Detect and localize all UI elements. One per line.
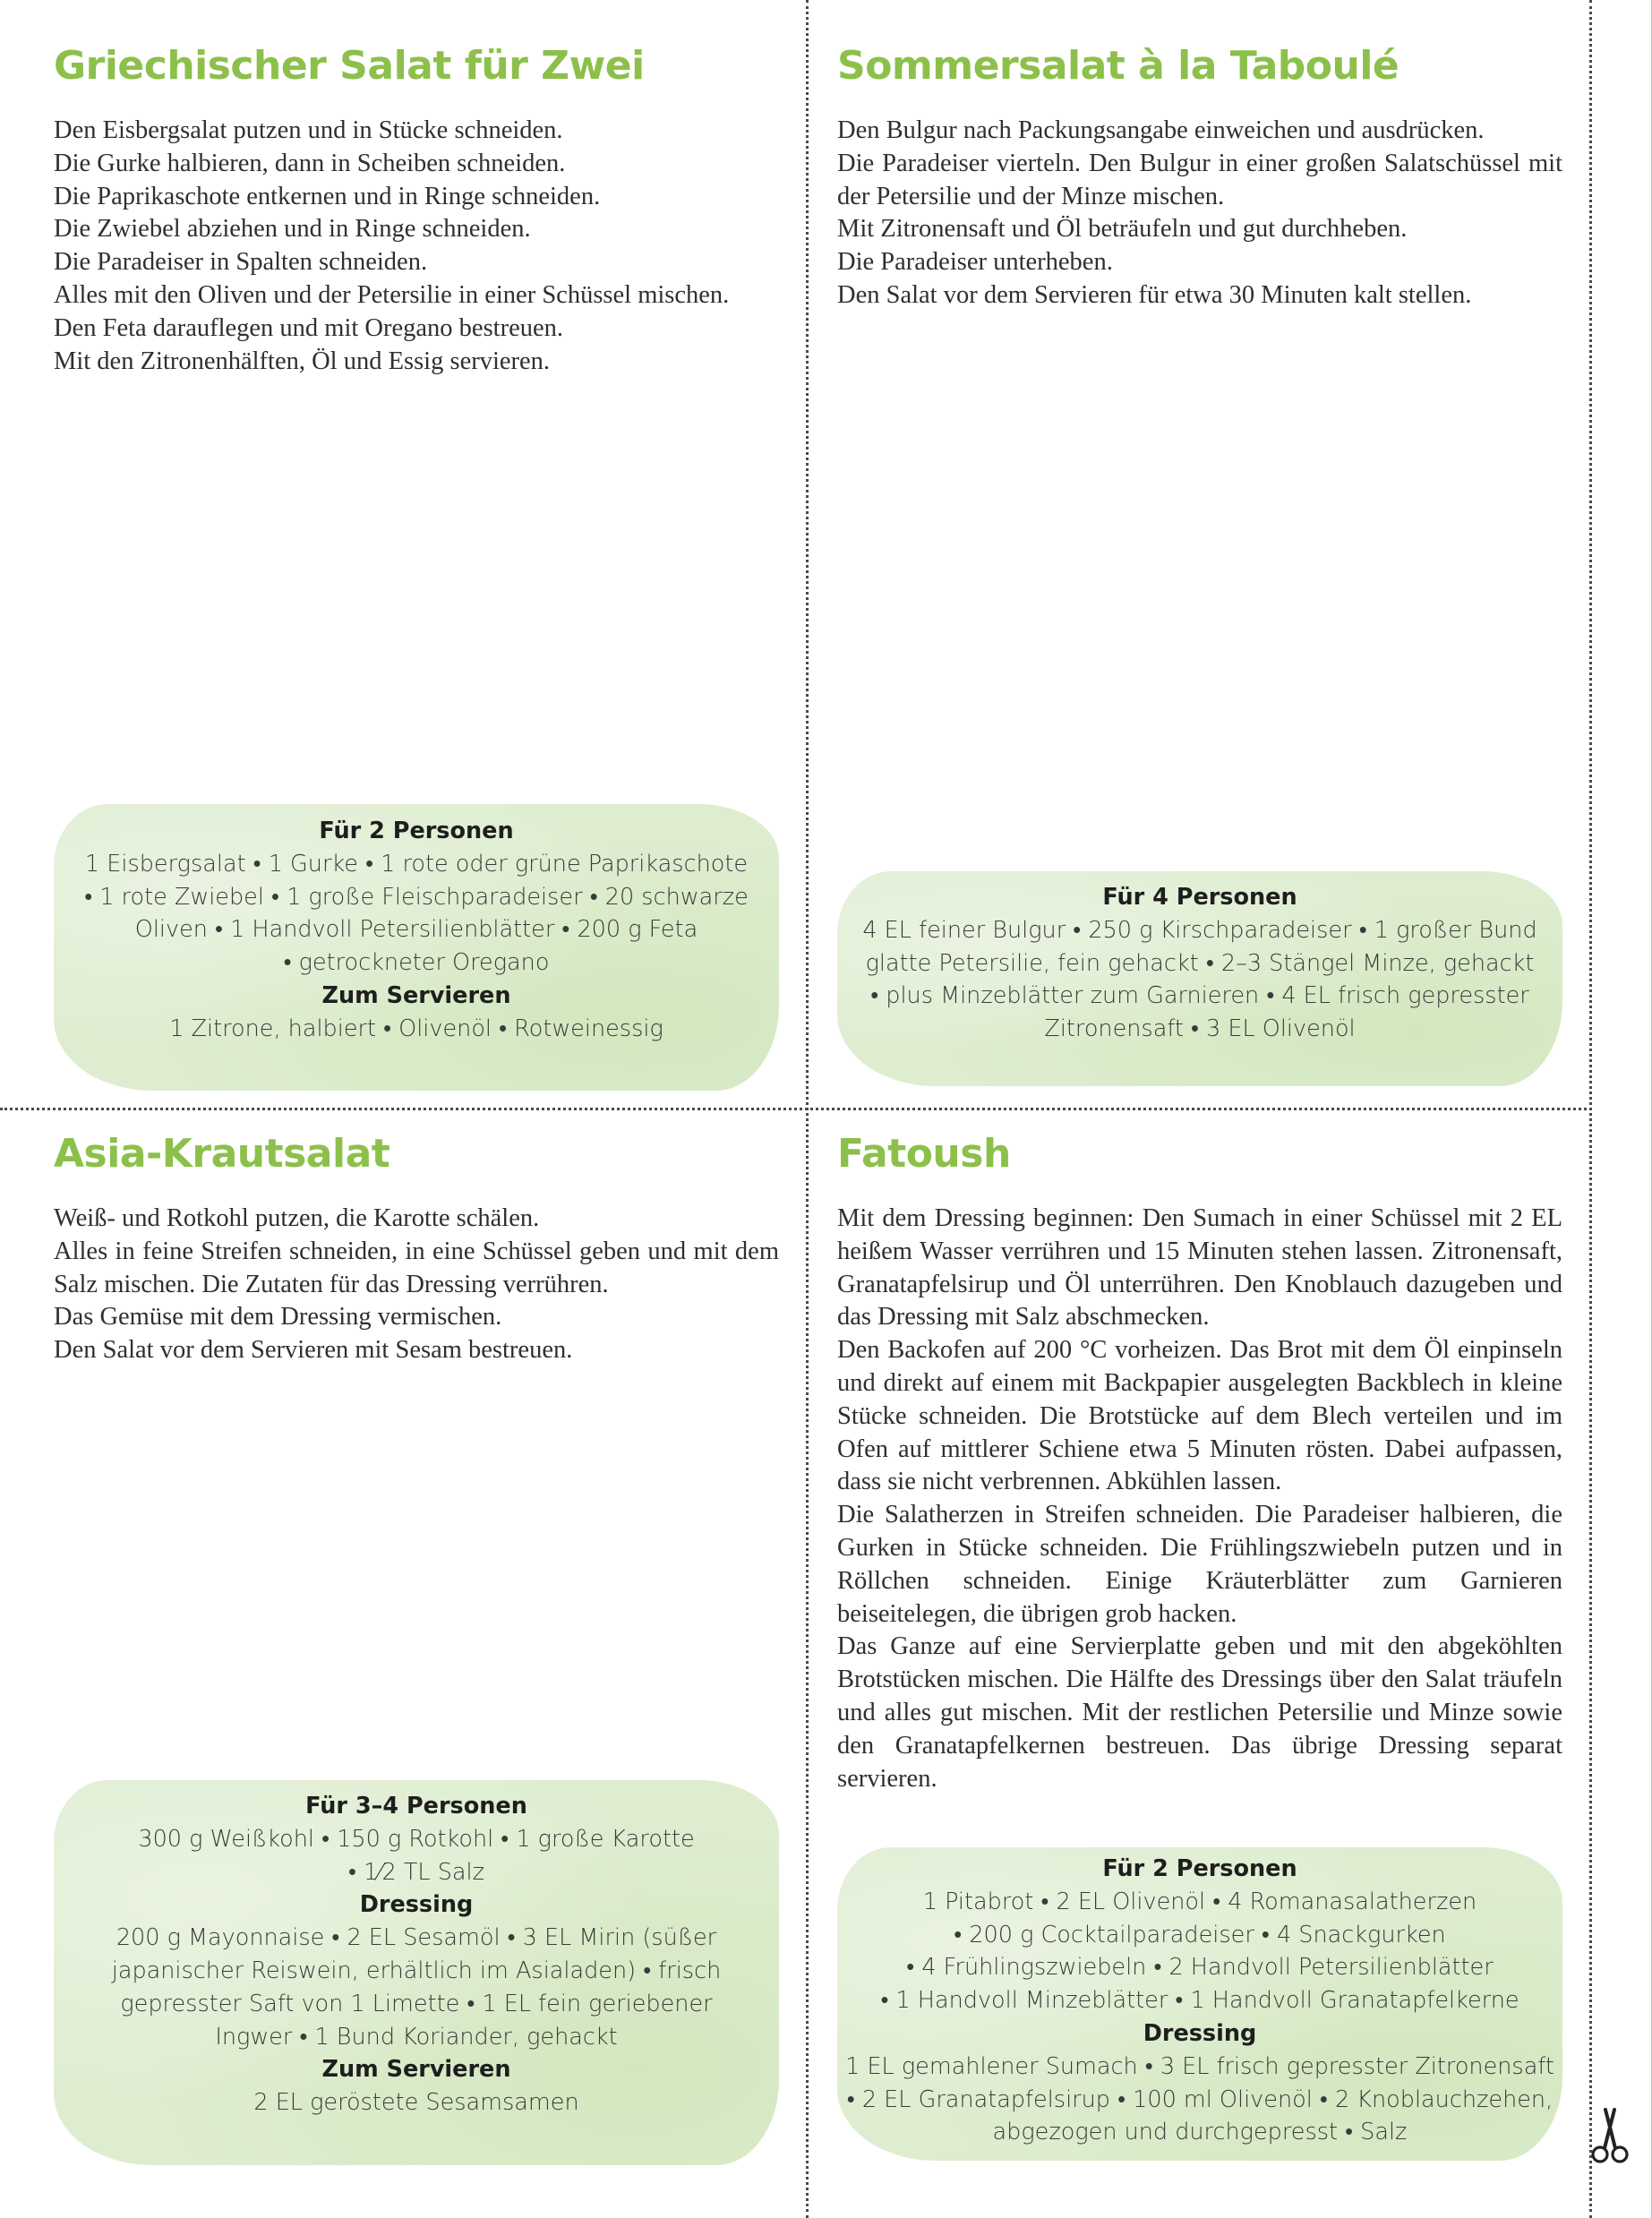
ingredient-line: japanischer Reiswein, erhältlich im Asialaden) • frisch bbox=[111, 1957, 722, 1984]
recipe-title: Griechischer Salat für Zwei bbox=[54, 43, 645, 89]
instruction-step: Das Gemüse mit dem Dressing vermischen. bbox=[54, 1303, 502, 1332]
recipe-instructions bbox=[54, 1203, 779, 1367]
recipe-title: Asia-Krautsalat bbox=[54, 1131, 390, 1177]
instruction-step: Die Salatherzen in Streifen schneiden. Die Paradeiser halbieren, die Gurken in Stücke schneiden. Die Frühlingszwiebeln putzen und in Röllchen schneiden. Einige Kräuterblätter zum Garnieren beiseitelegen, die übrigen grob hacken. bbox=[837, 1501, 1562, 1628]
ingredients-heading: Dressing bbox=[1143, 2019, 1257, 2047]
ingredient-line: 200 g Mayonnaise • 2 EL Sesamöl • 3 EL Mirin (süßer bbox=[116, 1924, 717, 1952]
instruction-step: Die Paradeiser vierteln. Den Bulgur in einer großen Salatschüssel mit der Petersilie und der Minze mischen. bbox=[837, 149, 1562, 210]
ingredient-line: • 1 Handvoll Minzeblätter • 1 Handvoll Granatapfelkerne bbox=[880, 1987, 1519, 2015]
ingredients-box bbox=[837, 881, 1562, 1046]
instruction-step: Den Salat vor dem Servieren für etwa 30 Minuten kalt stellen. bbox=[837, 280, 1472, 309]
ingredient-line: 300 g Weißkohl • 150 g Rotkohl • 1 große Karotte bbox=[138, 1825, 695, 1853]
instruction-step: Die Zwiebel abziehen und in Ringe schneiden. bbox=[54, 215, 531, 244]
ingredient-line: • plus Minzeblätter zum Garnieren • 4 EL frisch gepresster bbox=[870, 982, 1529, 1010]
scissors-icon bbox=[1590, 2106, 1630, 2165]
instruction-step: Mit dem Dressing beginnen: Den Sumach in einer Schüssel mit 2 EL heißem Wasser verrühren und 15 Minuten stehen lassen. Zitronensaft, Granatapfelsirup und Öl unterrühren. Den Knoblauch dazugeben und das Dressing mit Salz abschmecken. bbox=[837, 1204, 1562, 1332]
ingredient-line: 4 EL feiner Bulgur • 250 g Kirschparadeiser • 1 großer Bund bbox=[862, 916, 1537, 944]
instruction-step: Mit Zitronensaft und Öl beträufeln und gut durchheben. bbox=[837, 215, 1408, 244]
instruction-step: Die Paprikaschote entkernen und in Ringe schneiden. bbox=[54, 182, 601, 210]
instruction-step: Den Salat vor dem Servieren mit Sesam bestreuen. bbox=[54, 1336, 573, 1365]
ingredients-heading: Zum Servieren bbox=[321, 2056, 511, 2084]
instruction-step: Mit den Zitronenhälften, Öl und Essig servieren. bbox=[54, 347, 551, 375]
instruction-step: Alles mit den Oliven und der Petersilie in einer Schüssel mischen. bbox=[54, 280, 730, 309]
instruction-step: Die Gurke halbieren, dann in Scheiben schneiden. bbox=[54, 149, 566, 177]
recipe-instructions bbox=[54, 115, 779, 378]
ingredient-line: • getrockneter Oregano bbox=[283, 949, 550, 977]
ingredient-line: 2 EL geröstete Sesamsamen bbox=[253, 2089, 579, 2117]
recipe-card-fatoush bbox=[837, 1131, 1562, 2205]
ingredients-heading: Zum Servieren bbox=[321, 981, 511, 1009]
ingredient-line: • 200 g Cocktailparadeiser • 4 Snackgurken bbox=[954, 1921, 1446, 1948]
ingredient-line: • 2 EL Granatapfelsirup • 100 ml Olivenöl • 2 Knoblauchzehen, bbox=[846, 2085, 1554, 2113]
recipe-title: Fatoush bbox=[837, 1131, 1011, 1177]
ingredient-line: 1 Pitabrot • 2 EL Olivenöl • 4 Romanasalatherzen bbox=[922, 1888, 1477, 1915]
instruction-step: Weiß- und Rotkohl putzen, die Karotte schälen. bbox=[54, 1204, 540, 1232]
ingredient-line: abgezogen und durchgepresst • Salz bbox=[992, 2119, 1408, 2146]
recipe-card-griechischer-salat bbox=[54, 43, 779, 1118]
ingredient-line: 1 EL gemahlener Sumach • 3 EL frisch gepresster Zitronensaft bbox=[845, 2052, 1554, 2080]
recipe-instructions bbox=[837, 115, 1562, 313]
ingredient-line: Zitronensaft • 3 EL Olivenöl bbox=[1044, 1015, 1356, 1043]
recipe-card-asia-krautsalat bbox=[54, 1131, 779, 2205]
ingredient-line: Oliven • 1 Handvoll Petersilienblätter • 200 g Feta bbox=[134, 916, 698, 944]
ingredient-line: Ingwer • 1 Bund Koriander, gehackt bbox=[215, 2023, 618, 2051]
instruction-step: Die Paradeiser unterheben. bbox=[837, 248, 1113, 277]
instruction-step: Den Feta darauflegen und mit Oregano bestreuen. bbox=[54, 313, 563, 342]
ingredient-line: 1 Zitrone, halbiert • Olivenöl • Rotweinessig bbox=[169, 1015, 663, 1042]
ingredients-heading: Für 2 Personen bbox=[1102, 1855, 1297, 1882]
ingredient-line: • 1⁄2 TL Salz bbox=[347, 1858, 485, 1886]
instruction-step: Das Ganze auf eine Servierplatte geben und mit den abgeköhlten Brotstücken mischen. Die Hälfte des Dressings über den Salat träufeln und alles gut mischen. Mit der restlichen Petersilie und Minze sowie den Granatapfelkernen bestreuen. Das übrige Dressing separat servieren. bbox=[837, 1632, 1562, 1793]
ingredients-box bbox=[837, 1853, 1562, 2149]
ingredients-heading: Dressing bbox=[359, 1891, 474, 1919]
instruction-step: Die Paradeiser in Spalten schneiden. bbox=[54, 248, 428, 277]
ingredient-line: • 4 Frühlingszwiebeln • 2 Handvoll Petersilienblätter bbox=[906, 1954, 1494, 1982]
recipe-instructions bbox=[837, 1203, 1562, 1795]
recipe-title: Sommersalat à la Taboulé bbox=[837, 43, 1399, 89]
ingredient-line: glatte Petersilie, fein gehackt • 2–3 Stängel Minze, gehackt bbox=[865, 949, 1535, 977]
instruction-step: Den Backofen auf 200 °C vorheizen. Das Brot mit dem Öl einpinseln und direkt auf einem mit Backpapier ausgelegten Backblech in kleine Stücke schneiden. Die Brotstücke auf dem Blech verteilen und im Ofen auf mittlerer Schiene etwa 5 Minuten rösten. Dabei aufpassen, dass sie nicht verbrennen. Abkühlen lassen. bbox=[837, 1336, 1562, 1496]
ingredients-heading: Für 3–4 Personen bbox=[305, 1793, 527, 1820]
ingredients-heading: Für 2 Personen bbox=[319, 818, 514, 844]
instruction-step: Alles in feine Streifen schneiden, in eine Schüssel geben und mit dem Salz mischen. Die Zutaten für das Dressing verrühren. bbox=[54, 1237, 779, 1298]
ingredient-line: 1 Eisbergsalat • 1 Gurke • 1 rote oder grüne Paprikaschote bbox=[84, 850, 749, 878]
instruction-step: Den Eisbergsalat putzen und in Stücke schneiden. bbox=[54, 116, 563, 144]
instruction-step: Den Bulgur nach Packungsangabe einweichen und ausdrücken. bbox=[837, 116, 1485, 144]
ingredients-box bbox=[54, 815, 779, 1046]
ingredient-line: gepresster Saft von 1 Limette • 1 EL fein geriebener bbox=[120, 1990, 713, 2017]
ingredients-heading: Für 4 Personen bbox=[1102, 884, 1297, 911]
recipe-card-sommersalat bbox=[837, 43, 1562, 1118]
ingredient-line: • 1 rote Zwiebel • 1 große Fleischparadeiser • 20 schwarze bbox=[84, 883, 749, 911]
ingredients-box bbox=[54, 1790, 779, 2120]
